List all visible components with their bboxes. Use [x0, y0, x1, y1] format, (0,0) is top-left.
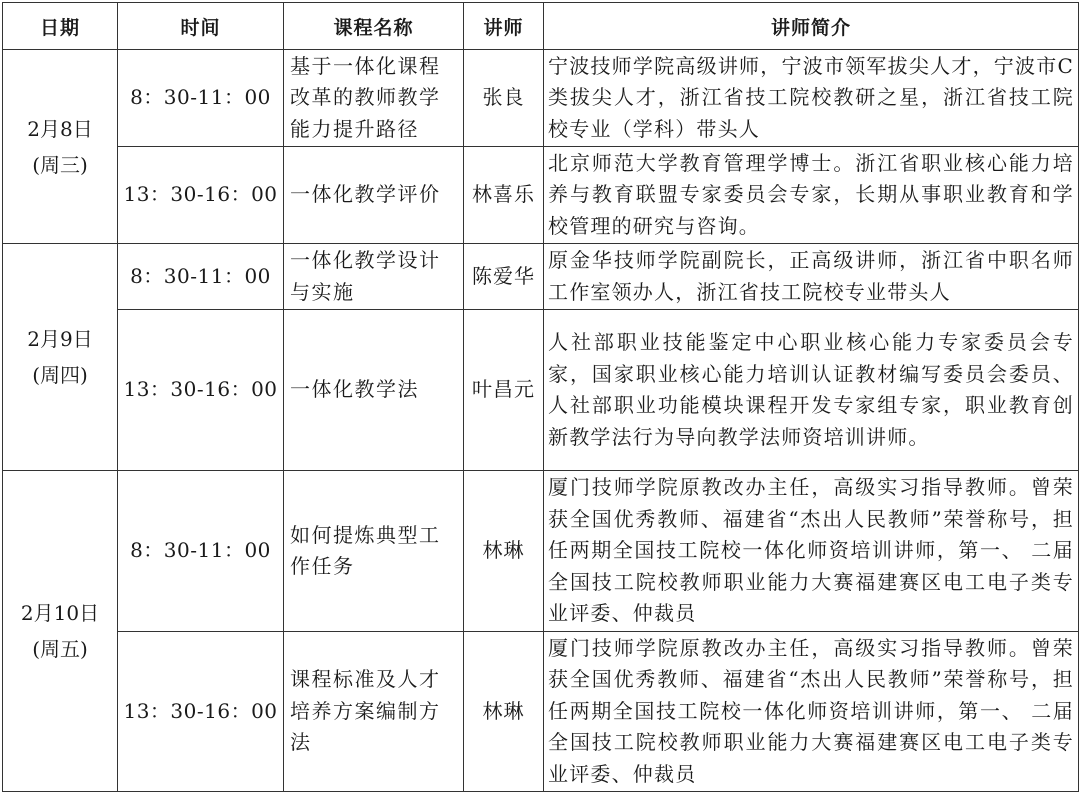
date-cell — [3, 244, 118, 471]
weekday-text: (周三) — [32, 152, 88, 177]
table-row — [3, 310, 1079, 471]
teacher-cell: 张良 — [464, 50, 544, 147]
header-row — [3, 3, 1079, 50]
time-cell: 8：30-11：00 — [118, 471, 284, 632]
header-course: 课程名称 — [284, 3, 464, 50]
time-cell: 8：30-11：00 — [118, 50, 284, 147]
date-cell — [3, 471, 118, 792]
header-date: 日期 — [3, 3, 118, 50]
course-cell: 一体化教学设计与实施 — [284, 244, 464, 310]
teacher-cell: 林喜乐 — [464, 147, 544, 244]
teacher-cell: 陈爱华 — [464, 244, 544, 310]
date-cell — [3, 50, 118, 244]
course-cell: 如何提炼典型工作任务 — [284, 471, 464, 632]
time-cell: 13：30-16：00 — [118, 310, 284, 471]
weekday-text: (周五) — [32, 637, 88, 661]
header-time: 时间 — [118, 3, 284, 50]
table-row — [3, 632, 1079, 792]
table-row — [3, 471, 1079, 632]
date-text: 2月9日 — [27, 327, 93, 351]
header-intro: 讲师简介 — [544, 3, 1079, 50]
teacher-cell: 林琳 — [464, 632, 544, 792]
schedule-table — [2, 2, 1079, 792]
teacher-cell: 林琳 — [464, 471, 544, 632]
time-cell: 13：30-16：00 — [118, 632, 284, 792]
teacher-cell: 叶昌元 — [464, 310, 544, 471]
intro-cell: 人社部职业技能鉴定中心职业核心能力专家委员会专家，国家职业核心能力培训认证教材编写委员会委员、人社部职业功能模块课程开发专家组专家，职业教育创新教学法行为导向教学法师资培训讲师。 — [544, 310, 1079, 471]
table-row — [3, 147, 1079, 244]
time-cell: 13：30-16：00 — [118, 147, 284, 244]
date-text: 2月10日 — [20, 601, 100, 625]
intro-cell: 厦门技师学院原教改办主任，高级实习指导教师。曾荣获全国优秀教师、福建省“杰出人民教师”荣誉称号，担任两期全国技工院校一体化师资培训讲师，第一、 二届全国技工院校教师职业能力大赛福建赛区电工电子类专业评委、仲裁员 — [544, 632, 1079, 792]
table-row — [3, 50, 1079, 147]
intro-cell: 宁波技师学院高级讲师，宁波市领军拔尖人才，宁波市C类拔尖人才，浙江省技工院校教研之星，浙江省技工院校专业（学科）带头人 — [544, 50, 1079, 147]
date-text: 2月8日 — [27, 116, 93, 141]
time-cell: 8：30-11：00 — [118, 244, 284, 310]
course-cell: 基于一体化课程改革的教师教学能力提升路径 — [284, 50, 464, 147]
intro-cell: 厦门技师学院原教改办主任，高级实习指导教师。曾荣获全国优秀教师、福建省“杰出人民教师”荣誉称号，担任两期全国技工院校一体化师资培训讲师，第一、 二届全国技工院校教师职业能力大赛福建赛区电工电子类专业评委、仲裁员 — [544, 471, 1079, 632]
intro-cell: 原金华技师学院副院长，正高级讲师，浙江省中职名师工作室领办人，浙江省技工院校专业带头人 — [544, 244, 1079, 310]
course-cell: 一体化教学评价 — [284, 147, 464, 244]
course-cell: 一体化教学法 — [284, 310, 464, 471]
course-cell: 课程标准及人才培养方案编制方法 — [284, 632, 464, 792]
header-teacher: 讲师 — [464, 3, 544, 50]
intro-cell: 北京师范大学教育管理学博士。浙江省职业核心能力培养与教育联盟专家委员会专家，长期从事职业教育和学校管理的研究与咨询。 — [544, 147, 1079, 244]
table-row — [3, 244, 1079, 310]
weekday-text: (周四) — [32, 363, 88, 387]
